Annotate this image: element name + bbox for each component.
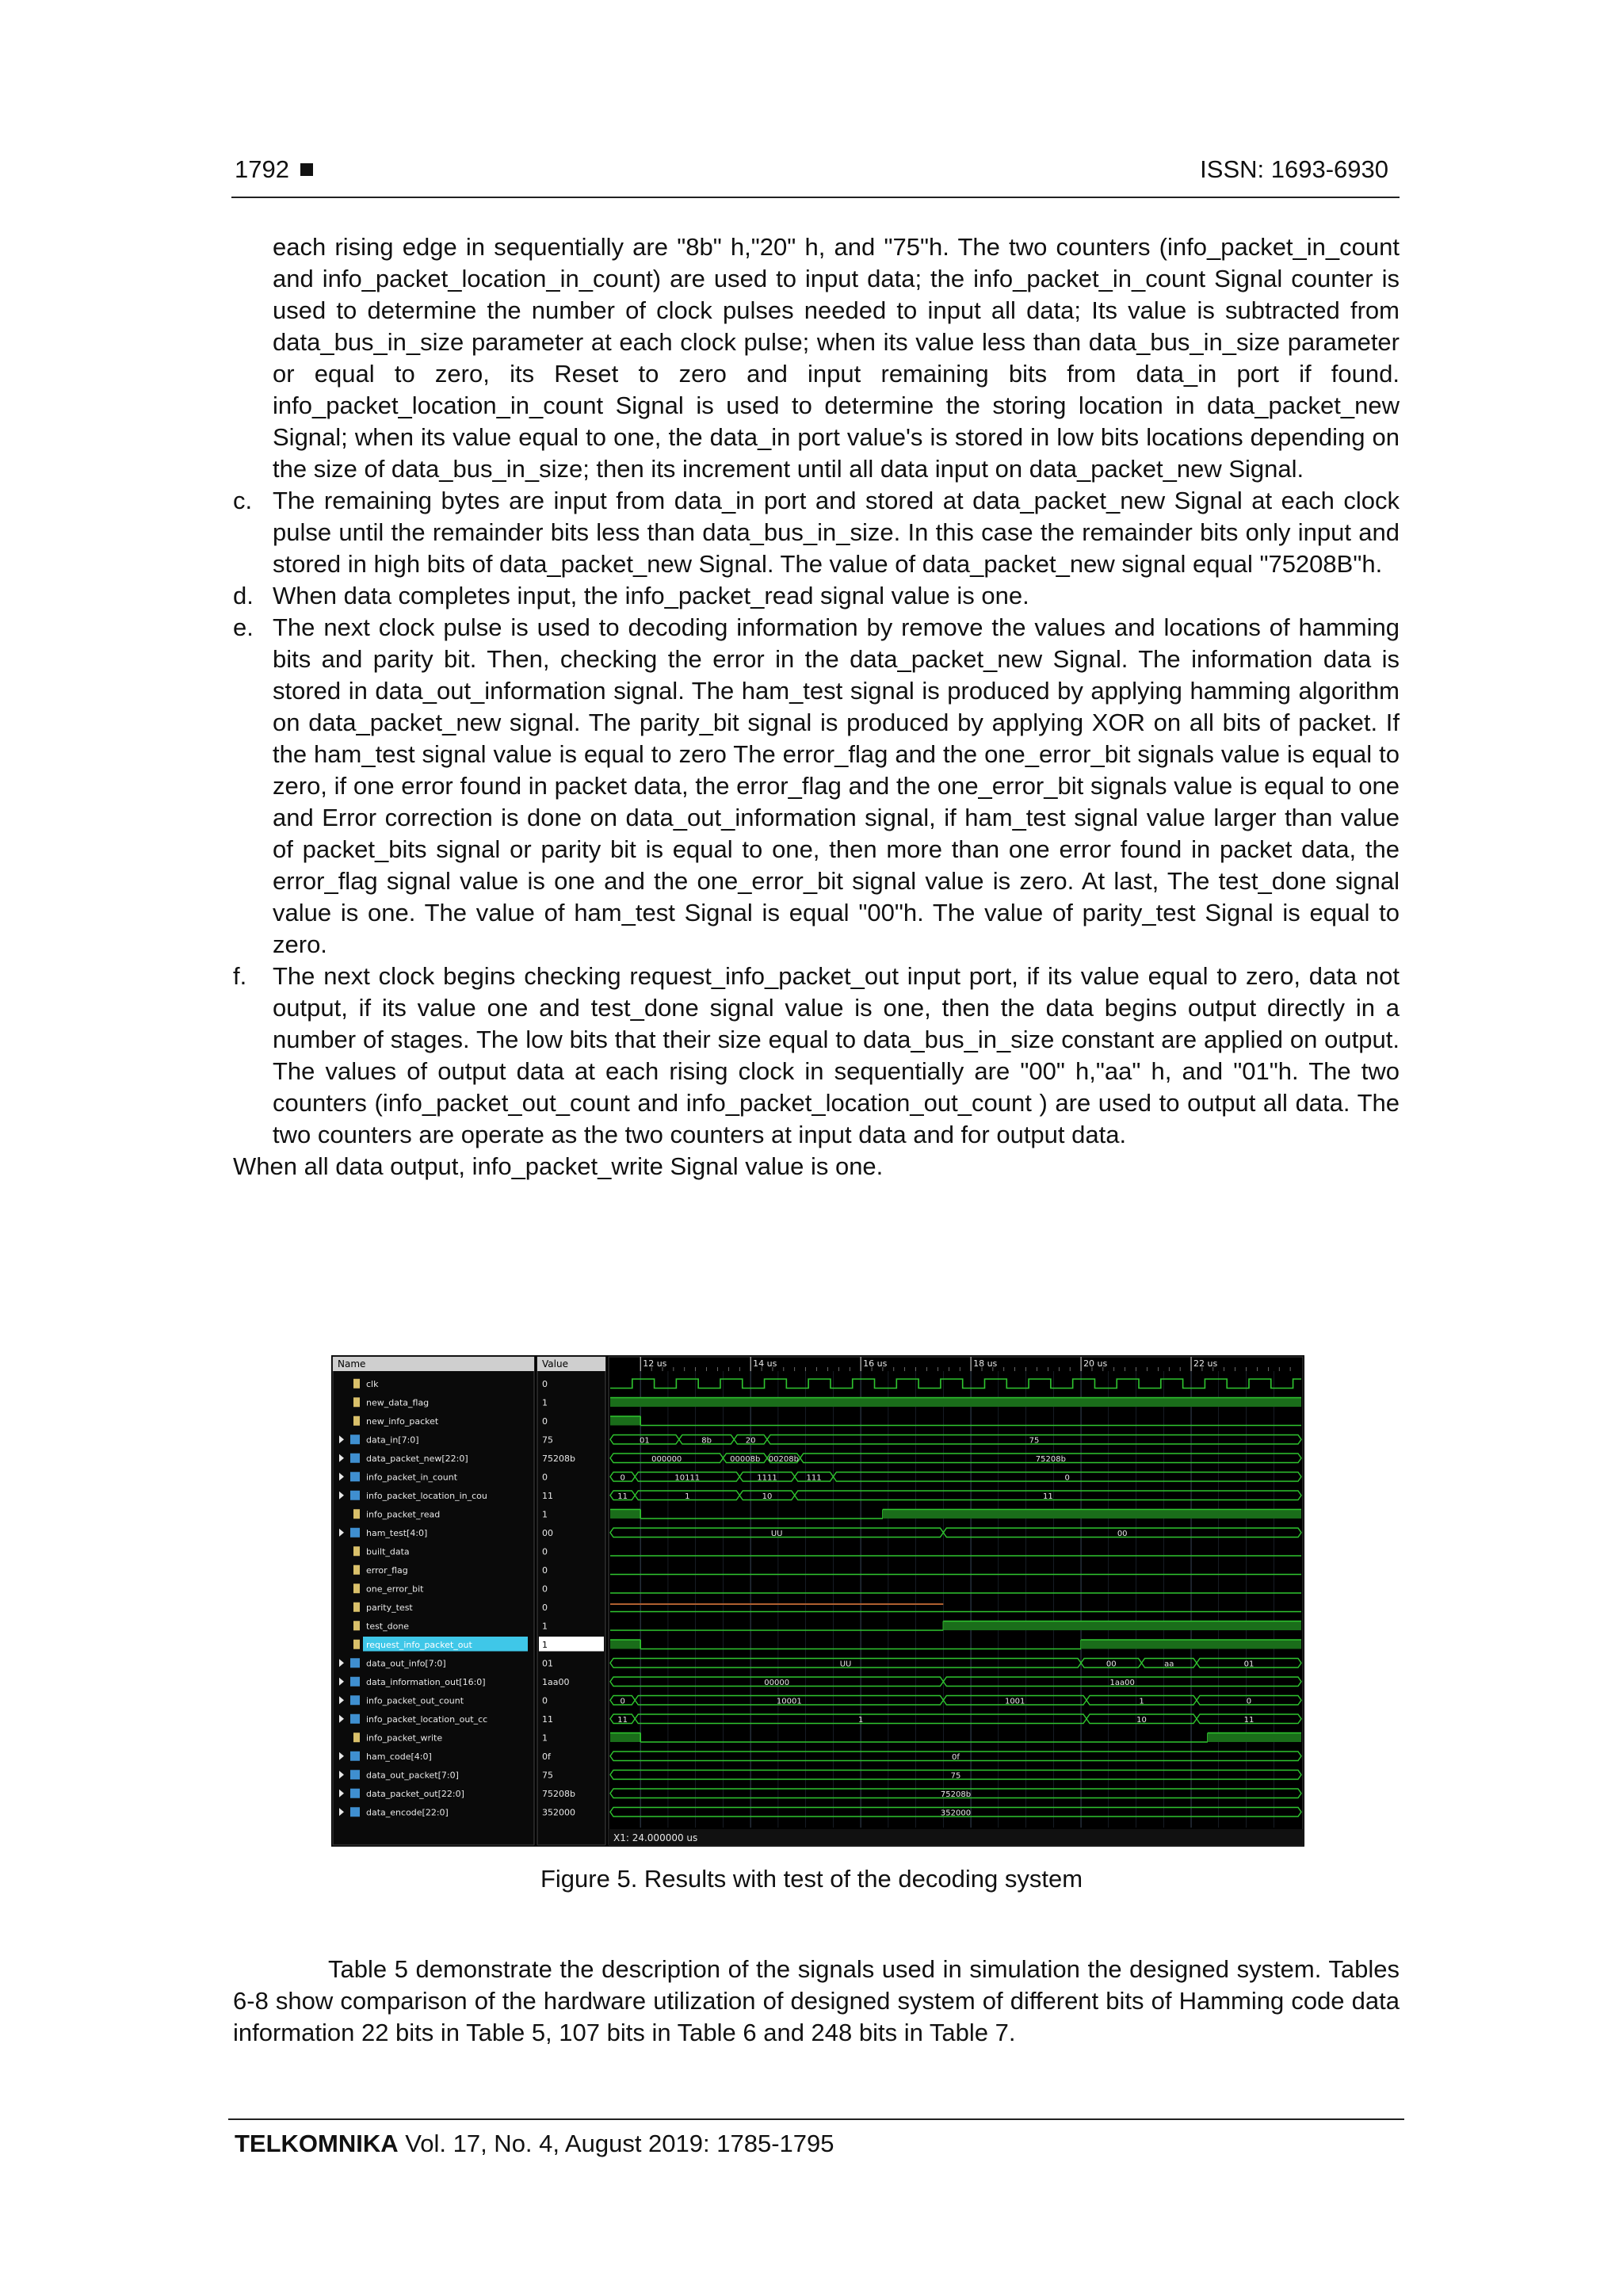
signal-value: 1 (542, 1639, 548, 1650)
bus-value-label: 10 (1136, 1715, 1147, 1725)
signal-value: 0 (542, 1584, 548, 1595)
square-bullet-icon (300, 163, 313, 176)
bus-value-label: 11 (1243, 1715, 1254, 1725)
signal-name: parity_test (366, 1602, 413, 1613)
figure-caption: Figure 5. Results with test of the decoding system (540, 1865, 1083, 1893)
bus-signal-icon (350, 1789, 360, 1798)
bus-signal-icon (350, 1714, 360, 1724)
journal-name: TELKOMNIKA (235, 2130, 399, 2157)
signal-value: 1 (542, 1621, 548, 1632)
value-column-header: Value (542, 1358, 568, 1370)
bus-value-label: 0 (620, 1473, 625, 1483)
bus-value-label: UU (839, 1660, 852, 1669)
signal-value: 1 (542, 1509, 548, 1520)
signal-value: 11 (542, 1490, 553, 1501)
signal-name: data_encode[22:0] (366, 1807, 449, 1818)
bus-value-label: 0f (952, 1752, 960, 1762)
bus-signal-icon (350, 1658, 360, 1668)
list-item-c: c. The remaining bytes are input from data_in port and stored at data_packet_new Signal at each clock pulse until the remainder bits less than data_bus_in_size. In this case the remainder bits only input and stored in high bits of data_packet_new Signal. The value of data_packet_new signal equal "75208B"h. (233, 487, 1400, 578)
signal-value: 352000 (542, 1807, 575, 1818)
bus-signal-icon (350, 1770, 360, 1779)
bus-value-label: 10001 (776, 1697, 802, 1706)
bus-value-label: aa (1164, 1660, 1174, 1669)
bus-value-label: 75 (950, 1771, 961, 1781)
list-item-d: d. When data completes input, the info_packet_read signal value is one. (233, 582, 1029, 609)
time-tick-label: 12 us (643, 1358, 667, 1369)
body-text (233, 231, 1400, 1182)
bit-signal-icon (353, 1416, 360, 1426)
paragraph-after-figure: Table 5 demonstrate the description of the signals used in simulation the designed system. Tables 6-8 show comparison of the hardware utilization of designed system of different bits of Hamming code data information 22 bits in Table 5, 107 bits in Table 6 and 248 bits in Table 7. (233, 1955, 1400, 2046)
signal-value: 75 (542, 1770, 553, 1781)
page-footer (235, 2130, 834, 2158)
bus-value-label: 00008b (730, 1454, 761, 1464)
waveform-figure (331, 1355, 1304, 1847)
bit-signal-icon (353, 1397, 360, 1407)
bus-signal-icon (350, 1454, 360, 1463)
time-tick-label: 22 us (1193, 1358, 1218, 1369)
signal-value: 0 (542, 1415, 548, 1427)
time-tick-label: 20 us (1083, 1358, 1108, 1369)
bit-signal-icon (353, 1733, 360, 1742)
bit-signal-icon (353, 1621, 360, 1630)
signal-name: new_data_flag (366, 1397, 430, 1408)
bus-value-label: 10111 (674, 1473, 701, 1483)
signal-value: 00 (542, 1527, 553, 1538)
name-column-header: Name (338, 1358, 366, 1370)
signal-name: test_done (366, 1621, 410, 1632)
bus-value-label: 0 (1064, 1473, 1070, 1483)
high-fill (610, 1733, 640, 1743)
bit-signal-icon (353, 1509, 360, 1519)
bus-value-label: 10 (762, 1492, 773, 1501)
bus-value-label: 00000 (764, 1678, 790, 1687)
bus-value-label: 1 (685, 1492, 690, 1501)
bus-value-label: 01 (1243, 1660, 1254, 1669)
signal-name: one_error_bit (366, 1584, 424, 1595)
signal-value: 0 (542, 1695, 548, 1706)
signal-name: request_info_packet_out (366, 1639, 472, 1650)
signal-name: data_packet_out[22:0] (366, 1788, 464, 1799)
list-item-f: f. The next clock begins checking request_info_packet_out input port, if its value equal to zero, data not output, if its value one and test_done signal value is one, then the data begins output directly in a number of stages. The low bits that their size equal to data_bus_in_size constant are applied on output. The values of output data at each rising clock in sequentially are "00" h,"aa" h, and "01"h. The two counters (info_packet_out_count and info_packet_location_out_count ) are used to output all data. The two counters are operate as the two counters at input data and for output data. (233, 962, 1400, 1148)
signal-name: info_packet_in_count (366, 1472, 458, 1483)
bus-value-label: 000000 (651, 1454, 682, 1464)
bus-signal-icon (350, 1472, 360, 1481)
footer-rule (228, 2118, 1404, 2120)
signal-value: 0f (542, 1751, 551, 1762)
bus-value-label: 01 (640, 1436, 650, 1446)
cursor-label: X1: 24.000000 us (613, 1832, 698, 1843)
journal-details: Vol. 17, No. 4, August 2019: 1785-1795 (405, 2130, 834, 2157)
waveform-svg (331, 1355, 1304, 1847)
page-header (231, 155, 1400, 198)
signal-value: 75208b (542, 1453, 575, 1464)
high-fill (610, 1416, 640, 1426)
bus-value-label: 1 (857, 1715, 864, 1725)
bus-signal-icon (350, 1435, 360, 1444)
issn: ISSN: 1693-6930 (1200, 155, 1388, 183)
signal-value: 75208b (542, 1788, 575, 1799)
bus-value-label: 75208b (1035, 1454, 1066, 1464)
selected-value-highlight (539, 1637, 604, 1652)
signal-name: info_packet_location_in_cou (366, 1490, 487, 1501)
bus-signal-icon (350, 1491, 360, 1500)
signal-value: 0 (542, 1546, 548, 1557)
signal-value: 0 (542, 1564, 548, 1576)
bit-signal-icon (353, 1546, 360, 1556)
signal-name: info_packet_read (366, 1509, 441, 1520)
bus-value-label: 11 (617, 1492, 628, 1501)
signal-value: 1aa00 (542, 1676, 570, 1687)
signal-name: info_packet_location_out_cc (366, 1713, 488, 1725)
high-fill (610, 1640, 640, 1649)
signal-name: ham_code[4:0] (366, 1751, 432, 1762)
signal-value: 11 (542, 1713, 553, 1725)
signal-name: new_info_packet (366, 1415, 439, 1427)
page-number: 1792 (235, 155, 313, 184)
signal-value: 75 (542, 1435, 553, 1446)
signal-name: data_out_info[7:0] (366, 1658, 446, 1669)
bus-value-label: 00208b (768, 1454, 799, 1464)
bus-signal-icon (350, 1677, 360, 1687)
bit-signal-icon (353, 1640, 360, 1649)
signal-name: error_flag (366, 1564, 408, 1576)
signal-name: data_out_packet[7:0] (366, 1770, 459, 1781)
signal-value: 0 (542, 1472, 548, 1483)
list-item-e: e. The next clock pulse is used to decoding information by remove the values and locations of hamming bits and parity bit. Then, checking the error in the data_packet_new Signal. The information data is stored in data_out_information signal. The ham_test signal is produced by applying hamming algorithm on data_packet_new signal. The parity_bit signal is produced by applying XOR on all bits of packet. If the ham_test signal value is equal to zero The error_flag and the one_error_bit signals value is equal to zero, if one error found in packet data, the error_flag and the one_error_bit signals value is equal to one and Error correction is done on data_out_information signal, if ham_test signal value larger than value of packet_bits signal or parity bit is equal to one, then more than one error found in packet data, the error_flag signal value is one and the one_error_bit signal value is zero. At last, The test_done signal value is one. The value of ham_test Signal is equal "00"h. The value of parity_test Signal is equal to zero. (233, 613, 1400, 958)
high-fill (943, 1622, 1301, 1631)
signal-name: ham_test[4:0] (366, 1527, 428, 1538)
time-tick-label: 16 us (863, 1358, 888, 1369)
signal-name: data_in[7:0] (366, 1435, 419, 1446)
bus-value-label: 1 (1139, 1697, 1144, 1706)
signal-value: 1 (542, 1733, 548, 1744)
bus-value-label: 8b (701, 1436, 712, 1446)
bit-signal-icon (353, 1379, 360, 1389)
bus-signal-icon (350, 1752, 360, 1761)
signal-value: 01 (542, 1658, 553, 1669)
bus-value-label: 75 (1029, 1436, 1040, 1446)
high-fill (610, 1510, 640, 1519)
bus-value-label: UU (770, 1529, 783, 1538)
bus-signal-icon (350, 1807, 360, 1817)
bus-value-label: 00 (1106, 1660, 1117, 1669)
bit-signal-icon (353, 1565, 360, 1575)
paragraph-continuation: each rising edge in sequentially are "8b" h,"20" h, and "75"h. The two counters (info_packet_in_count and info_packet_location_in_count) are used to input data; the info_packet_in_count Signal counter is used to determine the number of clock pulses needed to input all data; Its value is subtracted from data_bus_in_size parameter at each clock pulse; when its value less than data_bus_in_size parameter or equal to zero, its Reset to zero and input remaining bits from data_in port if found. info_packet_location_in_count Signal is used to determine the storing location in data_packet_new Signal; when its value equal to one, the data_in port value's is stored in low bits locations depending on the size of data_bus_in_size; then its increment until all data input on data_packet_new Signal. (273, 233, 1400, 483)
high-fill (1081, 1640, 1301, 1649)
high-fill (1208, 1733, 1301, 1743)
bit-signal-icon (353, 1584, 360, 1593)
signal-value: 0 (542, 1602, 548, 1613)
bus-value-label: 0 (1246, 1697, 1252, 1706)
signal-name: info_packet_write (366, 1733, 443, 1744)
signal-value: 1 (542, 1397, 548, 1408)
high-fill (610, 1398, 1301, 1408)
bus-signal-icon (350, 1528, 360, 1538)
signal-name: clk (366, 1378, 379, 1389)
time-tick-label: 14 us (753, 1358, 777, 1369)
high-fill (883, 1510, 1301, 1519)
bus-value-label: 11 (617, 1715, 628, 1725)
bus-signal-icon (350, 1695, 360, 1705)
bus-value-label: 75208b (940, 1790, 972, 1799)
time-tick-label: 18 us (973, 1358, 998, 1369)
bus-value-label: 1aa00 (1109, 1678, 1135, 1687)
bus-value-label: 1001 (1004, 1697, 1025, 1706)
bus-value-label: 0 (620, 1697, 625, 1706)
bus-value-label: 1111 (757, 1473, 777, 1483)
signal-value: 0 (542, 1378, 548, 1389)
closing-paragraph: When all data output, info_packet_write Signal value is one. (233, 1152, 884, 1180)
bus-value-label: 00 (1117, 1529, 1128, 1538)
bus-value-label: 352000 (940, 1809, 972, 1818)
bus-value-label: 111 (806, 1473, 822, 1483)
bit-signal-icon (353, 1603, 360, 1612)
signal-name: built_data (366, 1546, 410, 1557)
signal-name: data_information_out[16:0] (366, 1676, 486, 1687)
signal-name: data_packet_new[22:0] (366, 1453, 468, 1464)
bus-value-label: 20 (745, 1436, 756, 1446)
signal-name: info_packet_out_count (366, 1695, 464, 1706)
bus-value-label: 11 (1043, 1492, 1053, 1501)
